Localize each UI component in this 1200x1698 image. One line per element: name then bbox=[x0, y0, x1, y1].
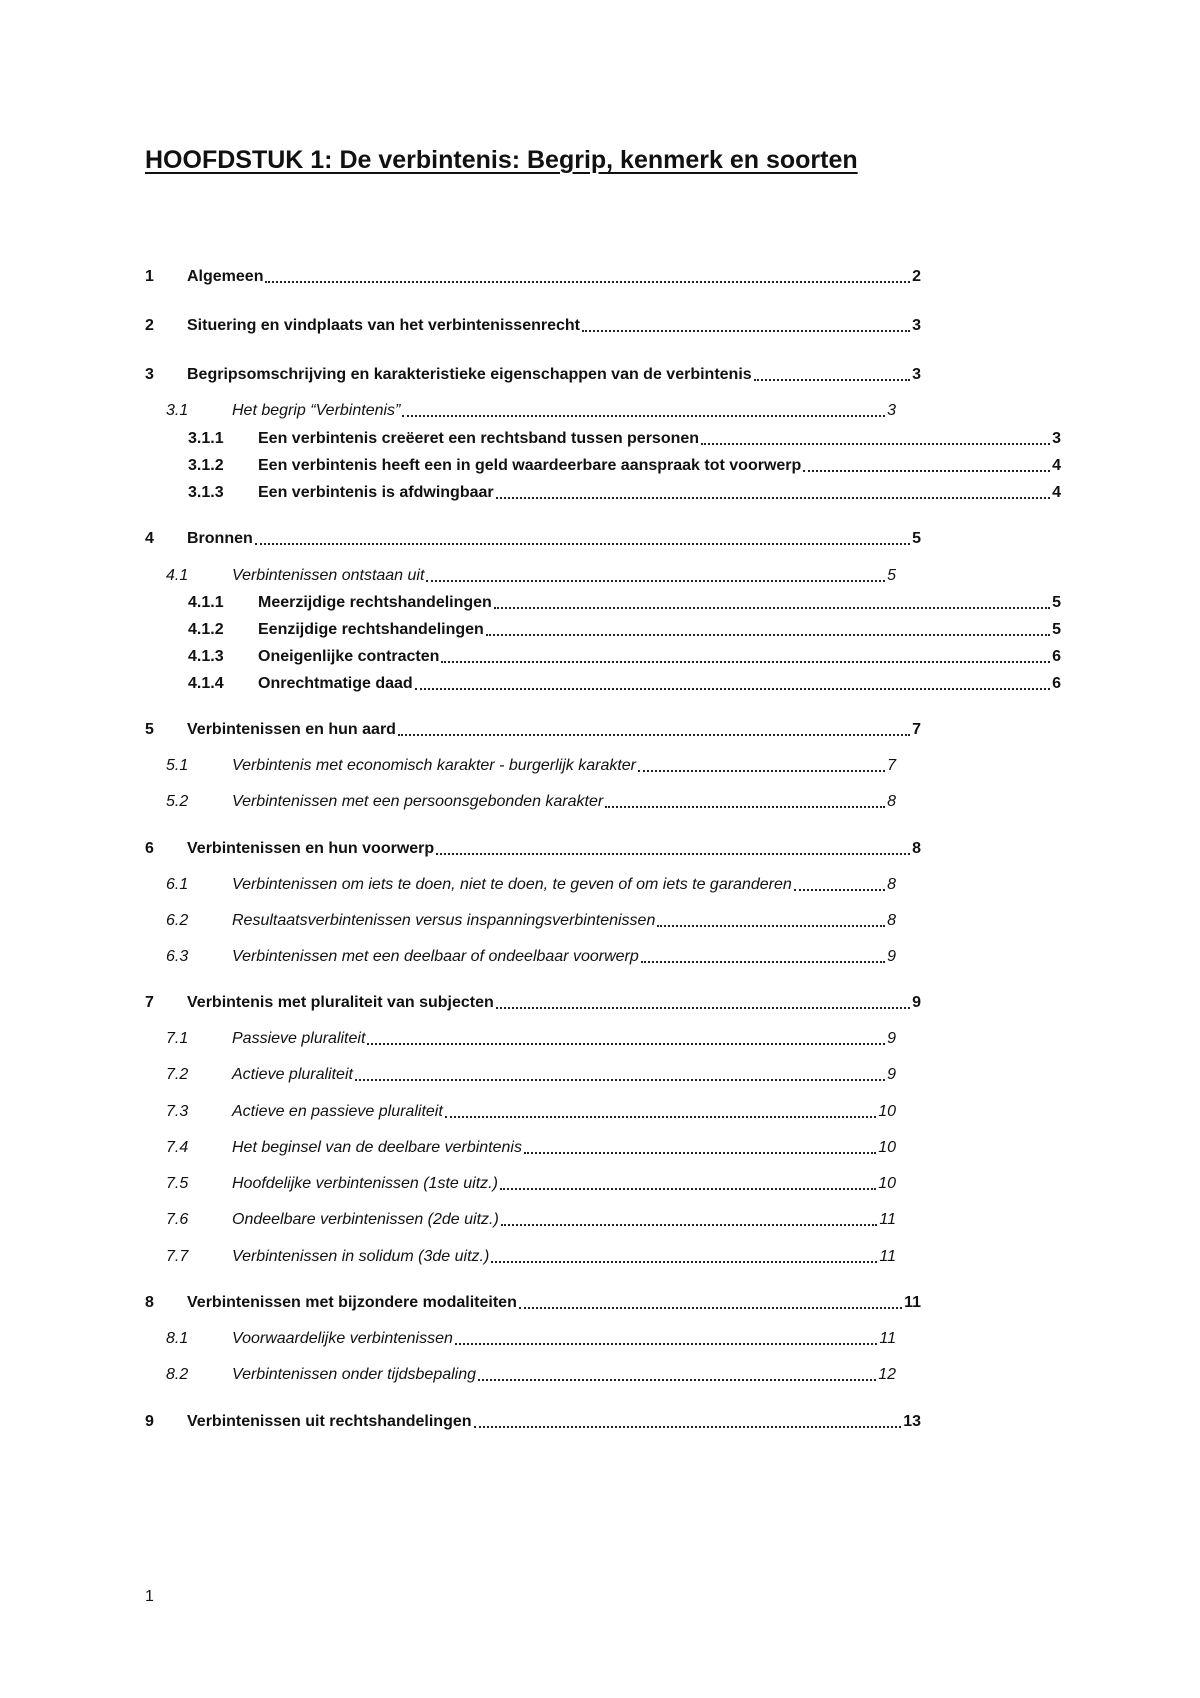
toc-entry-title: Actieve pluraliteit bbox=[232, 1066, 353, 1083]
toc-entry-page: 3 bbox=[1052, 430, 1061, 447]
toc-entry-title: Verbintenis met pluraliteit van subjecten bbox=[187, 994, 494, 1011]
toc-dot-leader bbox=[255, 543, 910, 545]
toc-entry-title: Het begrip “Verbintenis” bbox=[232, 402, 401, 419]
toc-entry[interactable] bbox=[0, 838, 921, 860]
toc-entry-page: 7 bbox=[912, 721, 921, 738]
toc-dot-leader bbox=[367, 1043, 885, 1045]
toc-entry-number: 4 bbox=[145, 530, 154, 547]
toc-dot-leader bbox=[605, 806, 885, 808]
toc-entry-number: 3.1.3 bbox=[188, 484, 224, 501]
toc-entry-number: 2 bbox=[145, 317, 154, 334]
toc-entry-number: 8.2 bbox=[166, 1366, 189, 1383]
toc-entry-title: Verbintenissen ontstaan uit bbox=[232, 567, 425, 584]
toc-entry[interactable] bbox=[0, 673, 1061, 695]
toc-entry-title: Meerzijdige rechtshandelingen bbox=[258, 594, 492, 611]
toc-entry-number: 6.3 bbox=[166, 948, 189, 965]
toc-entry-number: 1 bbox=[145, 268, 154, 285]
toc-entry[interactable] bbox=[0, 428, 1061, 450]
toc-entry[interactable] bbox=[0, 1064, 896, 1086]
document-title: HOOFDSTUK 1: De verbintenis: Begrip, kenmerk en soorten bbox=[145, 146, 858, 174]
toc-entry-title: Verbintenissen om iets te doen, niet te doen, te geven of om iets te garanderen bbox=[232, 876, 792, 893]
toc-dot-leader bbox=[519, 1307, 902, 1309]
toc-entry-number: 3.1.1 bbox=[188, 430, 224, 447]
toc-entry-page: 5 bbox=[912, 530, 921, 547]
toc-entry-page: 11 bbox=[879, 1330, 896, 1347]
toc-entry-title: Verbintenissen met een persoonsgebonden karakter bbox=[232, 793, 604, 810]
toc-dot-leader bbox=[803, 470, 1050, 472]
toc-entry-number: 8 bbox=[145, 1294, 154, 1311]
toc-entry-page: 5 bbox=[1052, 621, 1061, 638]
toc-entry[interactable] bbox=[0, 874, 896, 896]
toc-entry[interactable] bbox=[0, 482, 1061, 504]
toc-entry[interactable] bbox=[0, 910, 896, 932]
toc-entry-page: 3 bbox=[912, 317, 921, 334]
toc-entry-number: 7.7 bbox=[166, 1248, 189, 1265]
toc-entry-title: Resultaatsverbintenissen versus inspanningsverbintenissen bbox=[232, 912, 656, 929]
toc-dot-leader bbox=[474, 1426, 902, 1428]
toc-dot-leader bbox=[494, 607, 1050, 609]
toc-dot-leader bbox=[265, 281, 910, 283]
toc-dot-leader bbox=[415, 688, 1050, 690]
toc-entry-page: 9 bbox=[887, 1066, 896, 1083]
toc-entry-page: 8 bbox=[887, 793, 896, 810]
toc-entry-title: Het beginsel van de deelbare verbintenis bbox=[232, 1139, 522, 1156]
toc-entry-number: 7.6 bbox=[166, 1211, 189, 1228]
toc-entry-title: Ondeelbare verbintenissen (2de uitz.) bbox=[232, 1211, 499, 1228]
toc-entry-number: 3 bbox=[145, 366, 154, 383]
toc-entry[interactable] bbox=[0, 1364, 896, 1386]
toc-entry-title: Verbintenissen onder tijdsbepaling bbox=[232, 1366, 477, 1383]
toc-entry-title: Oneigenlijke contracten bbox=[258, 648, 440, 665]
toc-entry-page: 3 bbox=[912, 366, 921, 383]
toc-entry[interactable] bbox=[0, 755, 896, 777]
toc-dot-leader bbox=[657, 925, 885, 927]
toc-entry-title: Begripsomschrijving en karakteristieke eigenschappen van de verbintenis bbox=[187, 366, 752, 383]
toc-entry-number: 6.2 bbox=[166, 912, 189, 929]
toc-entry[interactable] bbox=[0, 1028, 896, 1050]
toc-entry-number: 6 bbox=[145, 840, 154, 857]
toc-entry-number: 4.1.3 bbox=[188, 648, 224, 665]
toc-entry-number: 7.5 bbox=[166, 1175, 189, 1192]
toc-entry[interactable] bbox=[0, 719, 921, 741]
toc-entry-page: 11 bbox=[904, 1294, 921, 1311]
toc-entry-number: 5.1 bbox=[166, 757, 189, 774]
toc-entry[interactable] bbox=[0, 1292, 921, 1314]
toc-dot-leader bbox=[491, 1261, 877, 1263]
toc-entry-page: 9 bbox=[887, 1030, 896, 1047]
toc-entry-title: Passieve pluraliteit bbox=[232, 1030, 366, 1047]
toc-entry-page: 4 bbox=[1052, 457, 1061, 474]
toc-entry[interactable] bbox=[0, 791, 896, 813]
toc-entry[interactable] bbox=[0, 528, 921, 550]
toc-entry-number: 4.1.1 bbox=[188, 594, 224, 611]
toc-entry-title: Een verbintenis creëeret een rechtsband tussen personen bbox=[258, 430, 700, 447]
toc-entry[interactable] bbox=[0, 592, 1061, 614]
toc-entry-number: 4.1.4 bbox=[188, 675, 224, 692]
toc-entry[interactable] bbox=[0, 400, 896, 422]
toc-entry-number: 3.1 bbox=[166, 402, 189, 419]
toc-entry-page: 11 bbox=[879, 1248, 896, 1265]
toc-dot-leader bbox=[582, 330, 910, 332]
toc-entry-title: Verbintenissen uit rechtshandelingen bbox=[187, 1413, 472, 1430]
toc-entry-number: 7.1 bbox=[166, 1030, 189, 1047]
toc-entry-number: 7 bbox=[145, 994, 154, 1011]
toc-dot-leader bbox=[701, 443, 1050, 445]
toc-entry-page: 8 bbox=[887, 912, 896, 929]
toc-entry-number: 4.1 bbox=[166, 567, 189, 584]
toc-dot-leader bbox=[501, 1224, 878, 1226]
toc-entry-number: 9 bbox=[145, 1413, 154, 1430]
toc-dot-leader bbox=[754, 379, 910, 381]
toc-entry[interactable] bbox=[0, 1328, 896, 1350]
toc-entry-title: Verbintenissen en hun aard bbox=[187, 721, 396, 738]
toc-entry-number: 5 bbox=[145, 721, 154, 738]
toc-dot-leader bbox=[794, 889, 885, 891]
toc-entry-page: 8 bbox=[887, 876, 896, 893]
toc-dot-leader bbox=[398, 734, 910, 736]
toc-entry-title: Eenzijdige rechtshandelingen bbox=[258, 621, 484, 638]
toc-dot-leader bbox=[455, 1343, 878, 1345]
toc-entry-title: Voorwaardelijke verbintenissen bbox=[232, 1330, 453, 1347]
toc-dot-leader bbox=[355, 1079, 885, 1081]
toc-dot-leader bbox=[478, 1379, 876, 1381]
toc-dot-leader bbox=[445, 1116, 876, 1118]
toc-dot-leader bbox=[500, 1188, 876, 1190]
toc-entry[interactable] bbox=[0, 1101, 896, 1123]
toc-entry-page: 8 bbox=[912, 840, 921, 857]
toc-entry-number: 8.1 bbox=[166, 1330, 189, 1347]
toc-dot-leader bbox=[441, 661, 1050, 663]
toc-entry-title: Hoofdelijke verbintenissen (1ste uitz.) bbox=[232, 1175, 498, 1192]
toc-entry[interactable] bbox=[0, 455, 1061, 477]
toc-entry-title: Verbintenissen en hun voorwerp bbox=[187, 840, 435, 857]
toc-entry-title: Een verbintenis is afdwingbaar bbox=[258, 484, 494, 501]
toc-dot-leader bbox=[402, 415, 885, 417]
toc-entry-number: 5.2 bbox=[166, 793, 189, 810]
toc-entry-number: 6.1 bbox=[166, 876, 189, 893]
toc-entry-page: 10 bbox=[878, 1103, 896, 1120]
toc-entry-number: 4.1.2 bbox=[188, 621, 224, 638]
toc-entry-number: 7.2 bbox=[166, 1066, 189, 1083]
toc-entry-page: 6 bbox=[1052, 648, 1061, 665]
toc-entry-page: 12 bbox=[878, 1366, 896, 1383]
toc-entry-page: 10 bbox=[878, 1139, 896, 1156]
toc-entry-number: 3.1.2 bbox=[188, 457, 224, 474]
toc-entry[interactable] bbox=[0, 565, 896, 587]
toc-entry-title: Actieve en passieve pluraliteit bbox=[232, 1103, 443, 1120]
toc-entry[interactable] bbox=[0, 1209, 896, 1231]
toc-dot-leader bbox=[524, 1152, 876, 1154]
toc-dot-leader bbox=[436, 853, 910, 855]
toc-dot-leader bbox=[426, 580, 885, 582]
toc-entry-page: 5 bbox=[887, 567, 896, 584]
toc-entry-page: 9 bbox=[887, 948, 896, 965]
toc-entry-number: 7.3 bbox=[166, 1103, 189, 1120]
toc-dot-leader bbox=[486, 634, 1050, 636]
toc-entry-title: Situering en vindplaats van het verbintenissenrecht bbox=[187, 317, 580, 334]
toc-entry-title: Verbintenissen met een deelbaar of ondeelbaar voorwerp bbox=[232, 948, 639, 965]
toc-entry[interactable] bbox=[0, 619, 1061, 641]
toc-entry[interactable] bbox=[0, 266, 921, 288]
toc-entry[interactable] bbox=[0, 1137, 896, 1159]
toc-entry-title: Verbintenissen in solidum (3de uitz.) bbox=[232, 1248, 490, 1265]
toc-dot-leader bbox=[638, 770, 885, 772]
toc-entry-number: 7.4 bbox=[166, 1139, 189, 1156]
toc-entry[interactable] bbox=[0, 1246, 896, 1268]
toc-entry-page: 6 bbox=[1052, 675, 1061, 692]
toc-entry[interactable] bbox=[0, 646, 1061, 668]
toc-entry-title: Verbintenis met economisch karakter - burgerlijk karakter bbox=[232, 757, 637, 774]
toc-dot-leader bbox=[641, 961, 885, 963]
toc-entry-page: 10 bbox=[878, 1175, 896, 1192]
toc-entry-page: 4 bbox=[1052, 484, 1061, 501]
toc-entry-title: Onrechtmatige daad bbox=[258, 675, 413, 692]
toc-entry-page: 7 bbox=[887, 757, 896, 774]
toc-entry[interactable] bbox=[0, 992, 921, 1014]
toc-entry-page: 9 bbox=[912, 994, 921, 1011]
toc-entry[interactable] bbox=[0, 364, 921, 386]
toc-entry-page: 3 bbox=[887, 402, 896, 419]
toc-entry-title: Een verbintenis heeft een in geld waardeerbare aanspraak tot voorwerp bbox=[258, 457, 802, 474]
toc-entry[interactable] bbox=[0, 315, 921, 337]
toc-entry-title: Verbintenissen met bijzondere modaliteiten bbox=[187, 1294, 517, 1311]
toc-entry[interactable] bbox=[0, 1173, 896, 1195]
page-number: 1 bbox=[145, 1588, 154, 1605]
toc-entry[interactable] bbox=[0, 946, 896, 968]
toc-entry-page: 11 bbox=[879, 1211, 896, 1228]
toc-entry-page: 2 bbox=[912, 268, 921, 285]
toc-dot-leader bbox=[496, 1007, 910, 1009]
toc-dot-leader bbox=[496, 497, 1050, 499]
toc-entry-page: 13 bbox=[903, 1413, 921, 1430]
toc-entry-title: Bronnen bbox=[187, 530, 253, 547]
toc-entry[interactable] bbox=[0, 1411, 921, 1433]
toc-entry-title: Algemeen bbox=[187, 268, 264, 285]
toc-entry-page: 5 bbox=[1052, 594, 1061, 611]
